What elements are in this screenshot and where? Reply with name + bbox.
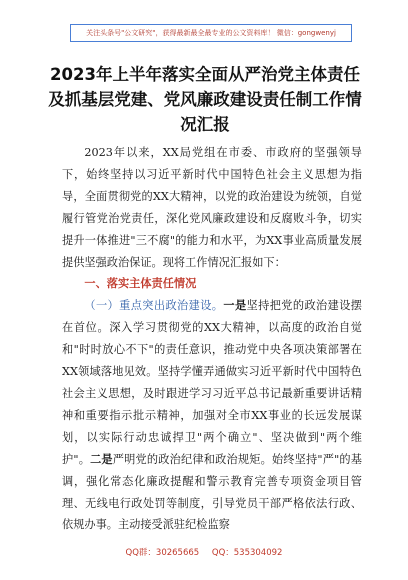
intro-paragraph: 2023年以来，XX局党组在市委、市政府的坚强领导下，始终坚持以习近平新时代中国特色社会主义思想为指导，全面贯彻党的XX大精神，以党的政治建设为统领，自觉履行管党治党责任，深化党风廉政建设和反腐败斗争，切实提升一体推进"三不腐"的能力和水平，为XX事业高质量发展提供坚强政治保证。现将工作情况汇报如下： [62, 146, 362, 269]
footer-qq-number: QQ：535304092 [211, 548, 283, 558]
lead-one: 一是 [223, 298, 247, 313]
header-banner: 关注头条号"公文研究"，获得最新最全最专业的公文资料库！ 微信：gongwenyj [70, 24, 352, 42]
page-title: 2023年上半年落实全面从严治党主体责任及抓基层党建、党风廉政建设责任制工作情况汇报 [48, 65, 362, 134]
footer-qq-group: QQ群：30265665 [125, 548, 200, 558]
subsection-heading: （一）重点突出政治建设。 [84, 299, 224, 313]
text-one: 坚持把党的政治建设摆在首位。深入学习贯彻党的XX大精神，以高度的政治自觉和"时时放心不下"的责任意识，推动党中央各项决策部署在XX领域落地见效。坚持学懂弄通做实习近平新时代中国特色社会主义思想，及时跟进学习习近平总书记最新重要讲话精神和重要指示批示精神，加强对全市XX事业的长远发展谋划，以实际行动忠诚捍卫"两个确立"、坚决做到"两个维护"。 [62, 299, 362, 466]
lead-two: 二是 [90, 451, 113, 466]
section-paragraph [62, 295, 362, 536]
text-two: 严明党的政治纪律和政治规矩。始终坚持"严"的基调，强化常态化廉政提醒和警示教育完善专项资金项目管理、无线电行政处罚等制度，引导党员干部严格依法行政、依规办事。主动接受派驻纪检监察 [62, 452, 362, 532]
document-body [62, 142, 362, 536]
footer-contact [0, 546, 408, 558]
section-heading: 一、落实主体责任情况 [84, 276, 197, 291]
